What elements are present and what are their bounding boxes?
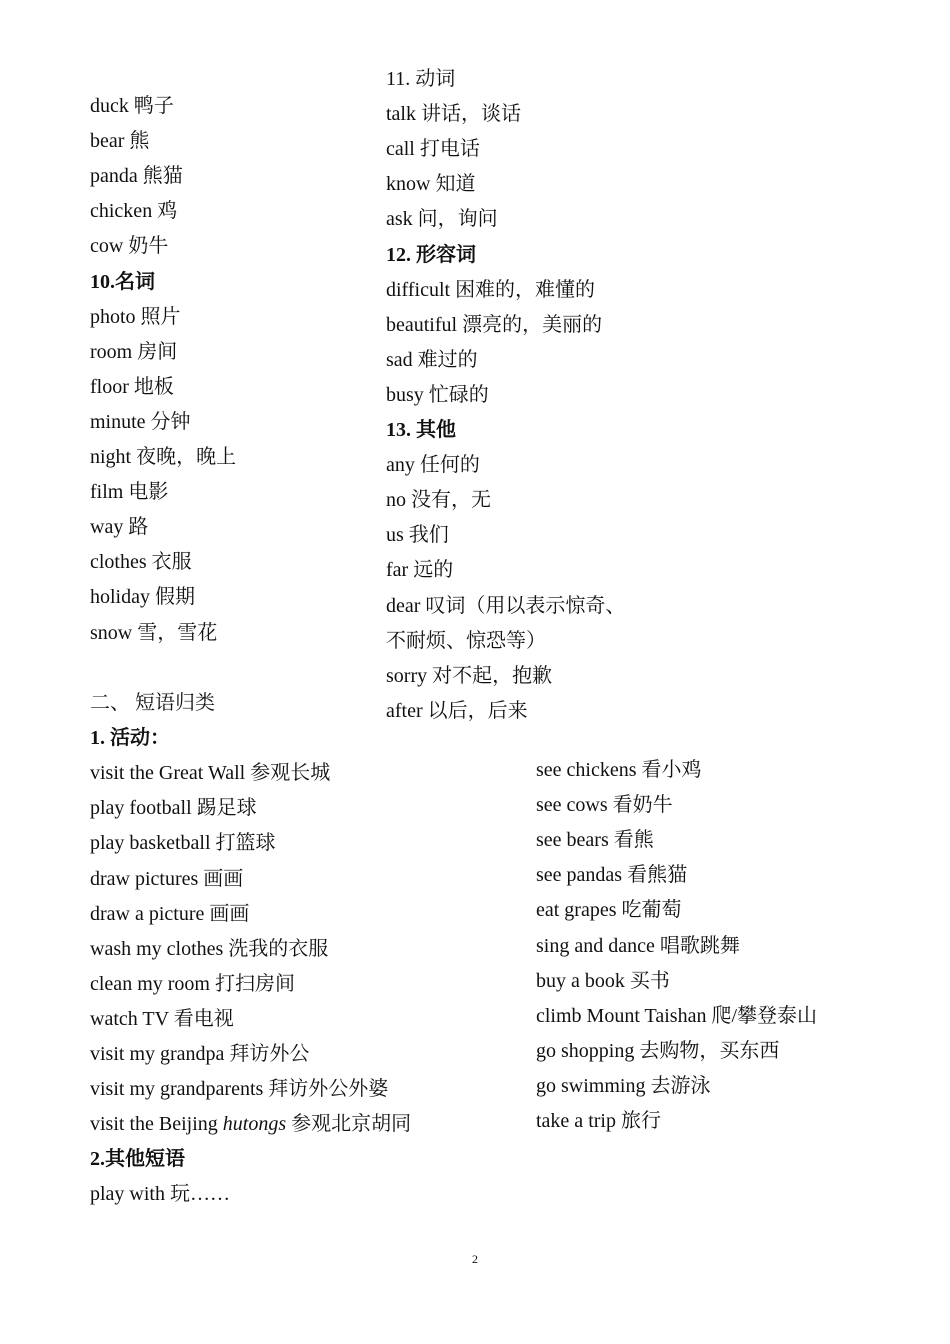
phrase-item: see bears 看熊 (536, 829, 654, 852)
vocab-item: call 打电话 (386, 138, 480, 161)
section-heading: 12. 形容词 (386, 243, 476, 266)
phrase-item: buy a book 买书 (536, 969, 670, 992)
vocab-item: room 房间 (90, 340, 178, 363)
vocab-item: difficult 困难的，难懂的 (386, 278, 596, 301)
section-title: 二、 短语归类 (90, 692, 215, 714)
phrase-fragment: visit the Beijing (90, 1113, 223, 1136)
vocab-item: bear 熊 (90, 130, 150, 153)
vocab-item: 11. 动词 (386, 68, 456, 90)
vocab-item: us 我们 (386, 524, 449, 547)
vocab-item: after 以后，后来 (386, 699, 528, 722)
phrase-item: go swimming 去游泳 (536, 1074, 711, 1097)
vocab-item: know 知道 (386, 173, 476, 196)
vocab-item: film 电影 (90, 481, 169, 504)
phrase-item: climb Mount Taishan 爬/攀登泰山 (536, 1004, 817, 1027)
section-heading: 13. 其他 (386, 419, 456, 441)
phrase-item: eat grapes 吃葡萄 (536, 899, 682, 922)
phrase-item: wash my clothes 洗我的衣服 (90, 937, 329, 960)
phrase-fragment: 参观北京胡同 (286, 1113, 412, 1136)
phrase-item: visit my grandparents 拜访外公外婆 (90, 1078, 389, 1101)
phrase-item: visit the Great Wall 参观长城 (90, 762, 331, 785)
vocab-item: busy 忙碌的 (386, 383, 489, 406)
phrase-item: sing and dance 唱歌跳舞 (536, 934, 740, 957)
phrase-item: visit my grandpa 拜访外公 (90, 1043, 310, 1065)
phrase-item (90, 1112, 411, 1136)
vocab-item: night 夜晚，晚上 (90, 446, 237, 468)
vocab-item: far 远的 (386, 559, 454, 582)
vocab-item: 不耐烦、惊恐等） (386, 629, 546, 652)
vocab-item: sorry 对不起，抱歉 (386, 664, 553, 687)
phrase-item: watch TV 看电视 (90, 1007, 234, 1030)
vocab-item: minute 分钟 (90, 410, 191, 433)
vocab-item: dear 叹词（用以表示惊奇、 (386, 594, 626, 617)
italic-term: hutongs (222, 1113, 287, 1136)
phrase-item: play football 踢足球 (90, 797, 257, 820)
section-heading: 10.名词 (90, 270, 155, 293)
vocab-item: duck 鸭子 (90, 95, 174, 117)
vocab-item: chicken 鸡 (90, 200, 178, 223)
subsection-heading: 1. 活动： (90, 727, 170, 750)
vocab-item: no 没有，无 (386, 489, 491, 512)
phrase-item: see cows 看奶牛 (536, 794, 673, 817)
phrase-item: see pandas 看熊猫 (536, 864, 688, 887)
phrase-item: see chickens 看小鸡 (536, 759, 702, 781)
vocab-item: way 路 (90, 516, 149, 539)
phrase-item: draw pictures 画画 (90, 867, 244, 890)
subsection-heading: 2.其他短语 (90, 1148, 185, 1171)
vocab-item: sad 难过的 (386, 348, 478, 371)
phrase-item: go shopping 去购物，买东西 (536, 1039, 780, 1062)
vocab-item: ask 问，询问 (386, 208, 498, 231)
vocab-item: holiday 假期 (90, 586, 195, 609)
vocab-item: snow 雪，雪花 (90, 621, 218, 644)
vocab-item: cow 奶牛 (90, 235, 169, 258)
phrase-item: play with 玩…… (90, 1183, 230, 1206)
vocab-item: beautiful 漂亮的，美丽的 (386, 313, 603, 336)
phrase-item: clean my room 打扫房间 (90, 972, 295, 995)
phrase-item: play basketball 打篮球 (90, 832, 276, 855)
vocab-item: floor 地板 (90, 375, 174, 398)
vocab-item: photo 照片 (90, 305, 181, 328)
vocab-item: panda 熊猫 (90, 165, 183, 188)
vocab-item: talk 讲话，谈话 (386, 103, 521, 126)
vocab-item: clothes 衣服 (90, 551, 192, 574)
page-number: 2 (472, 1252, 478, 1266)
vocab-item: any 任何的 (386, 454, 480, 477)
phrase-item: take a trip 旅行 (536, 1110, 661, 1132)
phrase-item: draw a picture 画画 (90, 902, 250, 925)
